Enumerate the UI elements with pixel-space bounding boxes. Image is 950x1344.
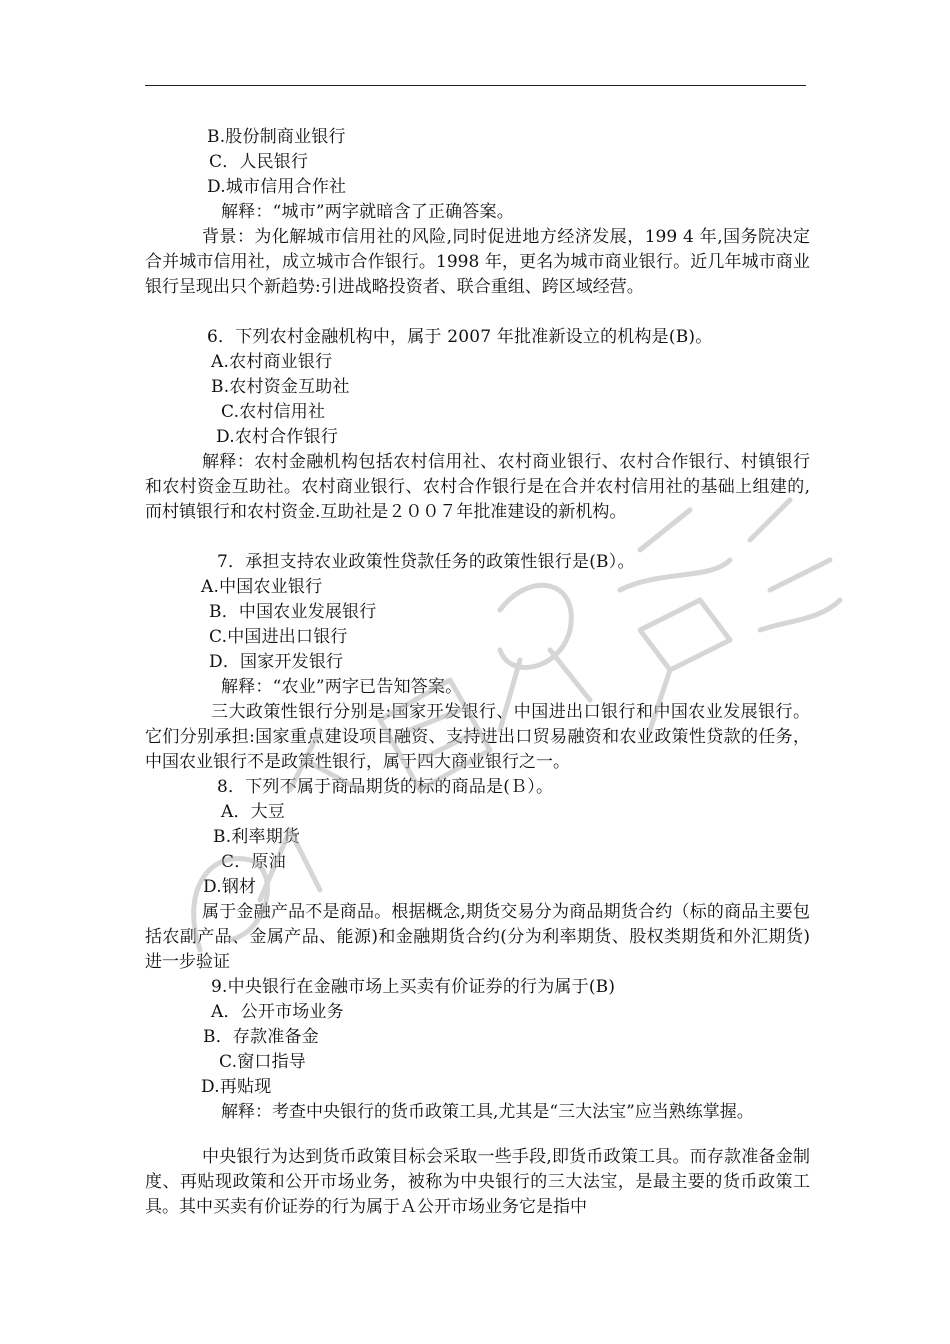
monetary-policy-paragraph: 中央银行为达到货币政策目标会采取一些手段,即货币政策工具。而存款准备金制度、再贴现政策和公开市场业务，被称为中央银行的三大法宝，是最主要的货币政策工具。其中买卖有价证券的行为属于Ａ公开市场业务它是指中 bbox=[145, 1147, 810, 1217]
option-line: C.窗口指导 bbox=[219, 1052, 307, 1072]
option-line: B．存款准备金 bbox=[203, 1027, 319, 1047]
explanation-line: 解释：“城市”两字就暗含了正确答案。 bbox=[221, 202, 514, 222]
option-line: A.农村商业银行 bbox=[211, 352, 333, 372]
question-8: 8．下列不属于商品期货的标的商品是(Ｂ）。 bbox=[217, 777, 554, 797]
option-line: C．人民银行 bbox=[209, 152, 309, 172]
option-line: B.股份制商业银行 bbox=[207, 127, 346, 147]
question-7: 7．承担支持农业政策性贷款任务的政策性银行是(B）。 bbox=[217, 552, 635, 572]
option-line: D.城市信用合作社 bbox=[207, 177, 347, 197]
option-line: B．中国农业发展银行 bbox=[209, 602, 377, 622]
explanation-line: 解释：“农业”两字已告知答案。 bbox=[221, 677, 463, 697]
option-line: D.再贴现 bbox=[201, 1077, 272, 1097]
option-line: D．国家开发银行 bbox=[209, 652, 344, 672]
option-line: A．公开市场业务 bbox=[211, 1002, 344, 1022]
option-line: B.利率期货 bbox=[213, 827, 301, 847]
option-line: C.农村信用社 bbox=[221, 402, 326, 422]
background-paragraph: 背景：为化解城市信用社的风险,同时促进地方经济发展，199 4 年,国务院决定合并城市信用社，成立城市合作银行。1998 年，更名为城市商业银行。近几年城市商业银行呈现出只个新趋势:引进战略投资者、联合重组、跨区域经营。 bbox=[145, 227, 810, 297]
policy-bank-paragraph: 三大政策性银行分别是:国家开发银行、中国进出口银行和中国农业发展银行。它们分别承担:国家重点建设项目融资、支持进出口贸易融资和农业政策性贷款的任务，中国农业银行不是政策性银行，属于四大商业银行之一。 bbox=[145, 702, 810, 772]
option-line: C．原油 bbox=[221, 852, 286, 872]
futures-paragraph: 属于金融产品不是商品。根据概念,期货交易分为商品期货合约（标的商品主要包括农副产品、金属产品、能源)和金融期货合约(分为利率期货、股权类期货和外汇期货)进一步验证 bbox=[145, 902, 810, 972]
option-line: C.中国进出口银行 bbox=[209, 627, 348, 647]
explanation-paragraph: 解释：考查中央银行的货币政策工具,尤其是“三大法宝”应当熟练掌握。 bbox=[221, 1102, 754, 1122]
option-line: B.农村资金互助社 bbox=[211, 377, 350, 397]
question-9: 9.中央银行在金融市场上买卖有价证券的行为属于(B) bbox=[211, 977, 616, 997]
option-line: A.中国农业银行 bbox=[201, 577, 323, 597]
header-rule bbox=[145, 85, 806, 86]
question-6: 6．下列农村金融机构中，属于 2007 年批准新设立的机构是(B)。 bbox=[207, 327, 713, 347]
option-line: D.钢材 bbox=[203, 877, 257, 897]
option-line: A．大豆 bbox=[221, 802, 286, 822]
explanation-paragraph: 解释：农村金融机构包括农村信用社、农村商业银行、农村合作银行、村镇银行和农村资金互助社。农村商业银行、农村合作银行是在合并农村信用社的基础上组建的,而村镇银行和农村资金.互助社是２００７年批准建设的新机构。 bbox=[145, 452, 810, 522]
option-line: D.农村合作银行 bbox=[216, 427, 339, 447]
